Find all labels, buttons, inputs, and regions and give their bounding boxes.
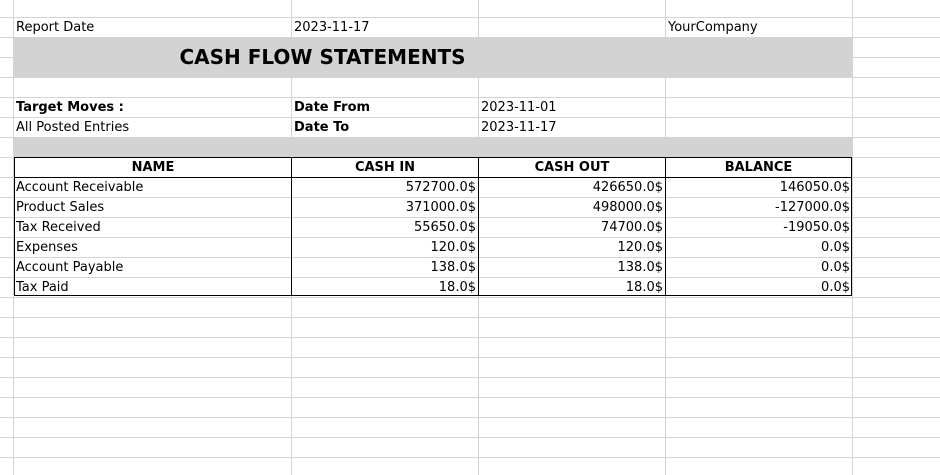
date-to-label[interactable]: Date To xyxy=(294,120,350,135)
table-cell-cash-in[interactable]: 572700.0$ xyxy=(405,180,476,195)
grid-line xyxy=(852,0,853,475)
grid-line xyxy=(0,317,940,318)
table-cell-cash-out[interactable]: 18.0$ xyxy=(625,280,663,295)
table-cell-cash-out[interactable]: 74700.0$ xyxy=(600,220,663,235)
table-cell-cash-in[interactable]: 18.0$ xyxy=(438,280,476,295)
table-cell-cash-in[interactable]: 371000.0$ xyxy=(405,200,476,215)
grid-line xyxy=(0,397,940,398)
grid-line xyxy=(0,337,940,338)
table-cell-balance[interactable]: 0.0$ xyxy=(821,280,850,295)
grid-line xyxy=(0,437,940,438)
table-cell-balance[interactable]: 146050.0$ xyxy=(779,180,850,195)
date-from-label[interactable]: Date From xyxy=(294,100,371,115)
table-cell-name[interactable]: Tax Paid xyxy=(16,280,69,295)
report-date-value[interactable]: 2023-11-17 xyxy=(294,20,370,35)
report-date-label[interactable]: Report Date xyxy=(16,20,95,35)
separator-band xyxy=(14,138,852,157)
grid-line xyxy=(0,377,940,378)
table-cell-balance[interactable]: 0.0$ xyxy=(821,240,850,255)
grid-line xyxy=(0,297,940,298)
table-cell-name[interactable]: Account Payable xyxy=(16,260,124,275)
grid-line xyxy=(0,357,940,358)
table-cell-balance[interactable]: -127000.0$ xyxy=(775,200,850,215)
date-from-value[interactable]: 2023-11-01 xyxy=(481,100,557,115)
table-cell-name[interactable]: Tax Received xyxy=(16,220,101,235)
company-name[interactable]: YourCompany xyxy=(668,20,758,35)
table-cell-balance[interactable]: -19050.0$ xyxy=(783,220,850,235)
grid-line xyxy=(0,457,940,458)
column-header-cash-in[interactable]: CASH IN xyxy=(354,160,416,175)
table-cell-cash-out[interactable]: 426650.0$ xyxy=(592,180,663,195)
table-cell-name[interactable]: Expenses xyxy=(16,240,78,255)
grid-line xyxy=(0,77,940,78)
column-header-name[interactable]: NAME xyxy=(131,160,175,175)
table-cell-cash-in[interactable]: 55650.0$ xyxy=(413,220,476,235)
table-cell-cash-out[interactable]: 120.0$ xyxy=(617,240,663,255)
table-cell-balance[interactable]: 0.0$ xyxy=(821,260,850,275)
target-moves-value[interactable]: All Posted Entries xyxy=(16,120,130,135)
table-cell-name[interactable]: Product Sales xyxy=(16,200,105,215)
table-cell-name[interactable]: Account Receivable xyxy=(16,180,144,195)
table-cell-cash-in[interactable]: 120.0$ xyxy=(430,240,476,255)
grid-line xyxy=(0,417,940,418)
table-cell-cash-out[interactable]: 138.0$ xyxy=(617,260,663,275)
date-to-value[interactable]: 2023-11-17 xyxy=(481,120,557,135)
table-cell-cash-out[interactable]: 498000.0$ xyxy=(592,200,663,215)
column-header-balance[interactable]: BALANCE xyxy=(724,160,793,175)
page-title[interactable]: CASH FLOW STATEMENTS xyxy=(179,45,466,69)
target-moves-label[interactable]: Target Moves : xyxy=(16,100,124,115)
column-header-cash-out[interactable]: CASH OUT xyxy=(534,160,610,175)
table-cell-cash-in[interactable]: 138.0$ xyxy=(430,260,476,275)
